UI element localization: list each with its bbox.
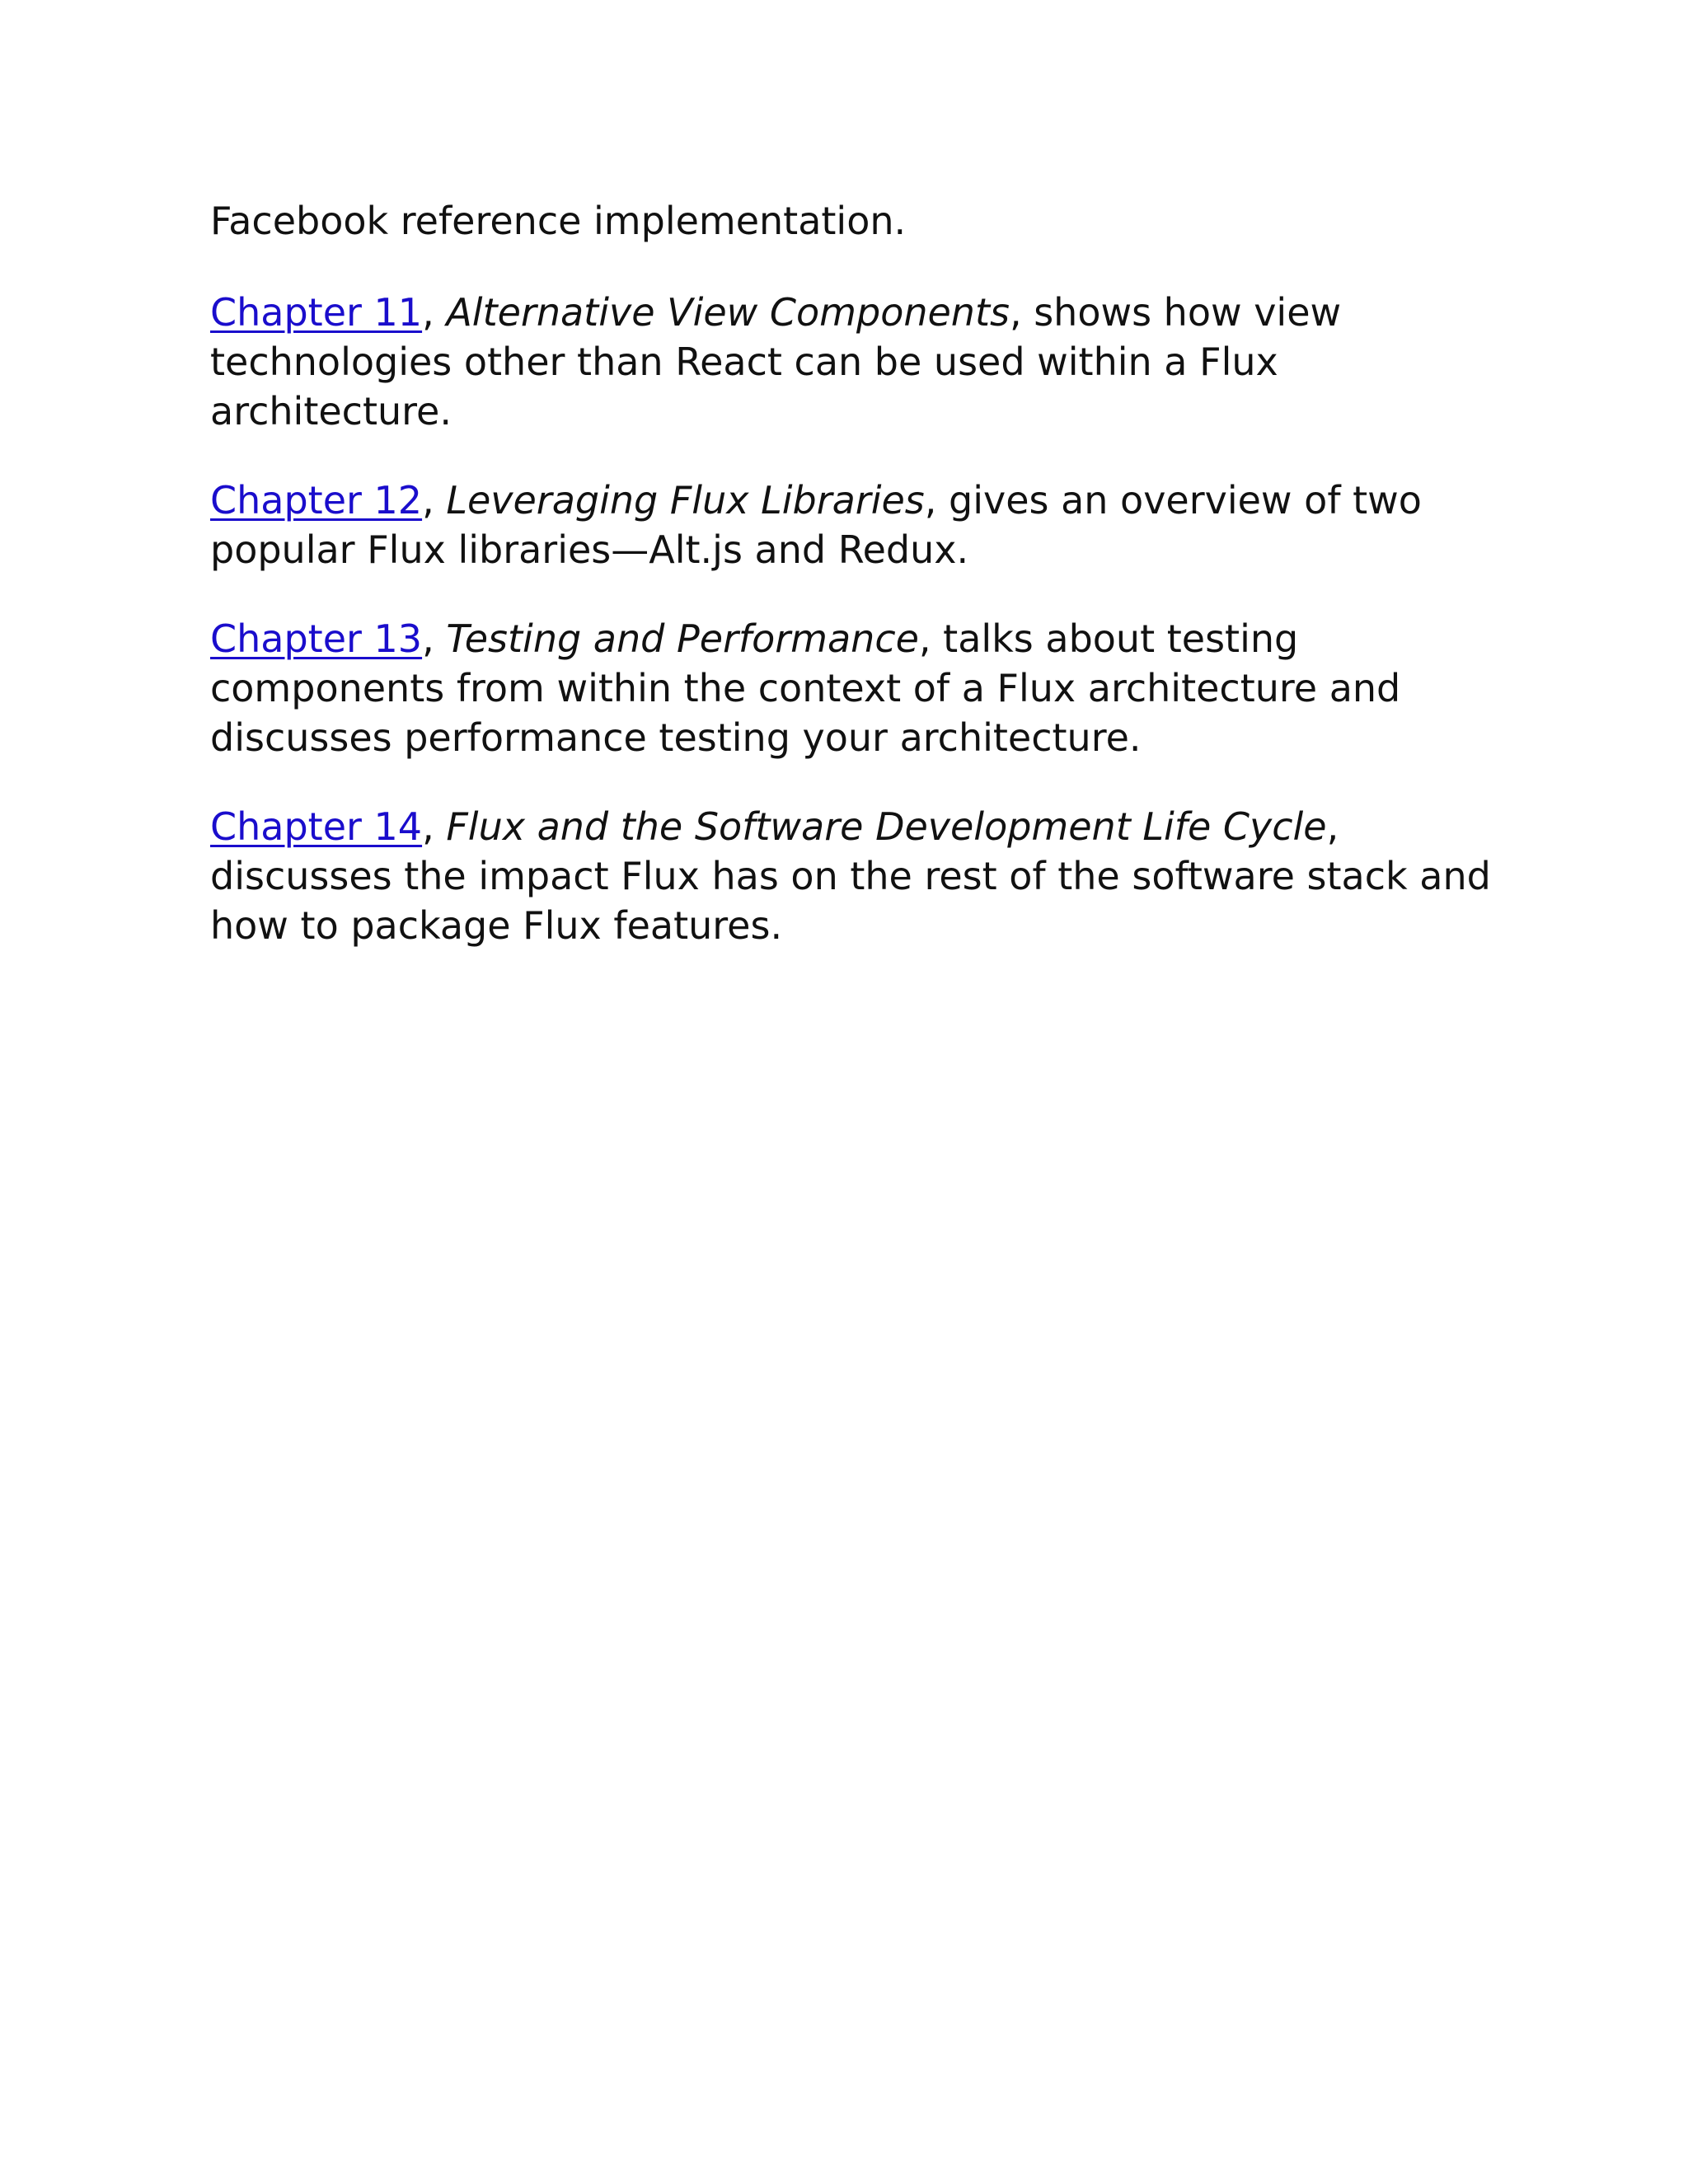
chapter-12-separator: , [422, 478, 447, 523]
chapter-14-paragraph [210, 802, 1496, 950]
chapter-14-link[interactable]: Chapter 14 [210, 804, 423, 849]
chapter-14-description: , discusses the impact Flux has on the rest of the software stack and how to package Flux features. [210, 804, 1491, 948]
chapter-11-link[interactable]: Chapter 11 [210, 290, 423, 335]
chapter-11-description: , shows how view technologies other than React can be used within a Flux architecture. [210, 290, 1342, 434]
intro-paragraph [210, 196, 1496, 246]
page-body [210, 196, 1496, 990]
chapter-12-paragraph [210, 476, 1496, 574]
chapter-13-paragraph [210, 614, 1496, 762]
chapter-12-description: , gives an overview of two popular Flux libraries—Alt.js and Redux. [210, 478, 1422, 572]
chapter-12-title: Leveraging Flux Libraries [446, 478, 925, 523]
chapter-13-separator: , [422, 616, 447, 661]
chapter-14-separator: , [422, 804, 447, 849]
chapter-13-description: , talks about testing components from within the context of a Flux architecture and discusses performance testing your architecture. [210, 616, 1401, 760]
intro-text: Facebook reference implementation. [210, 199, 907, 243]
chapter-11-title: Alternative View Components [446, 290, 1010, 335]
chapter-13-link[interactable]: Chapter 13 [210, 616, 423, 661]
chapter-11-paragraph [210, 288, 1496, 436]
chapter-12-link[interactable]: Chapter 12 [210, 478, 423, 523]
chapter-14-title: Flux and the Software Development Life Cycle [446, 804, 1327, 849]
chapter-13-title: Testing and Performance [446, 616, 919, 661]
chapter-11-separator: , [422, 290, 447, 335]
